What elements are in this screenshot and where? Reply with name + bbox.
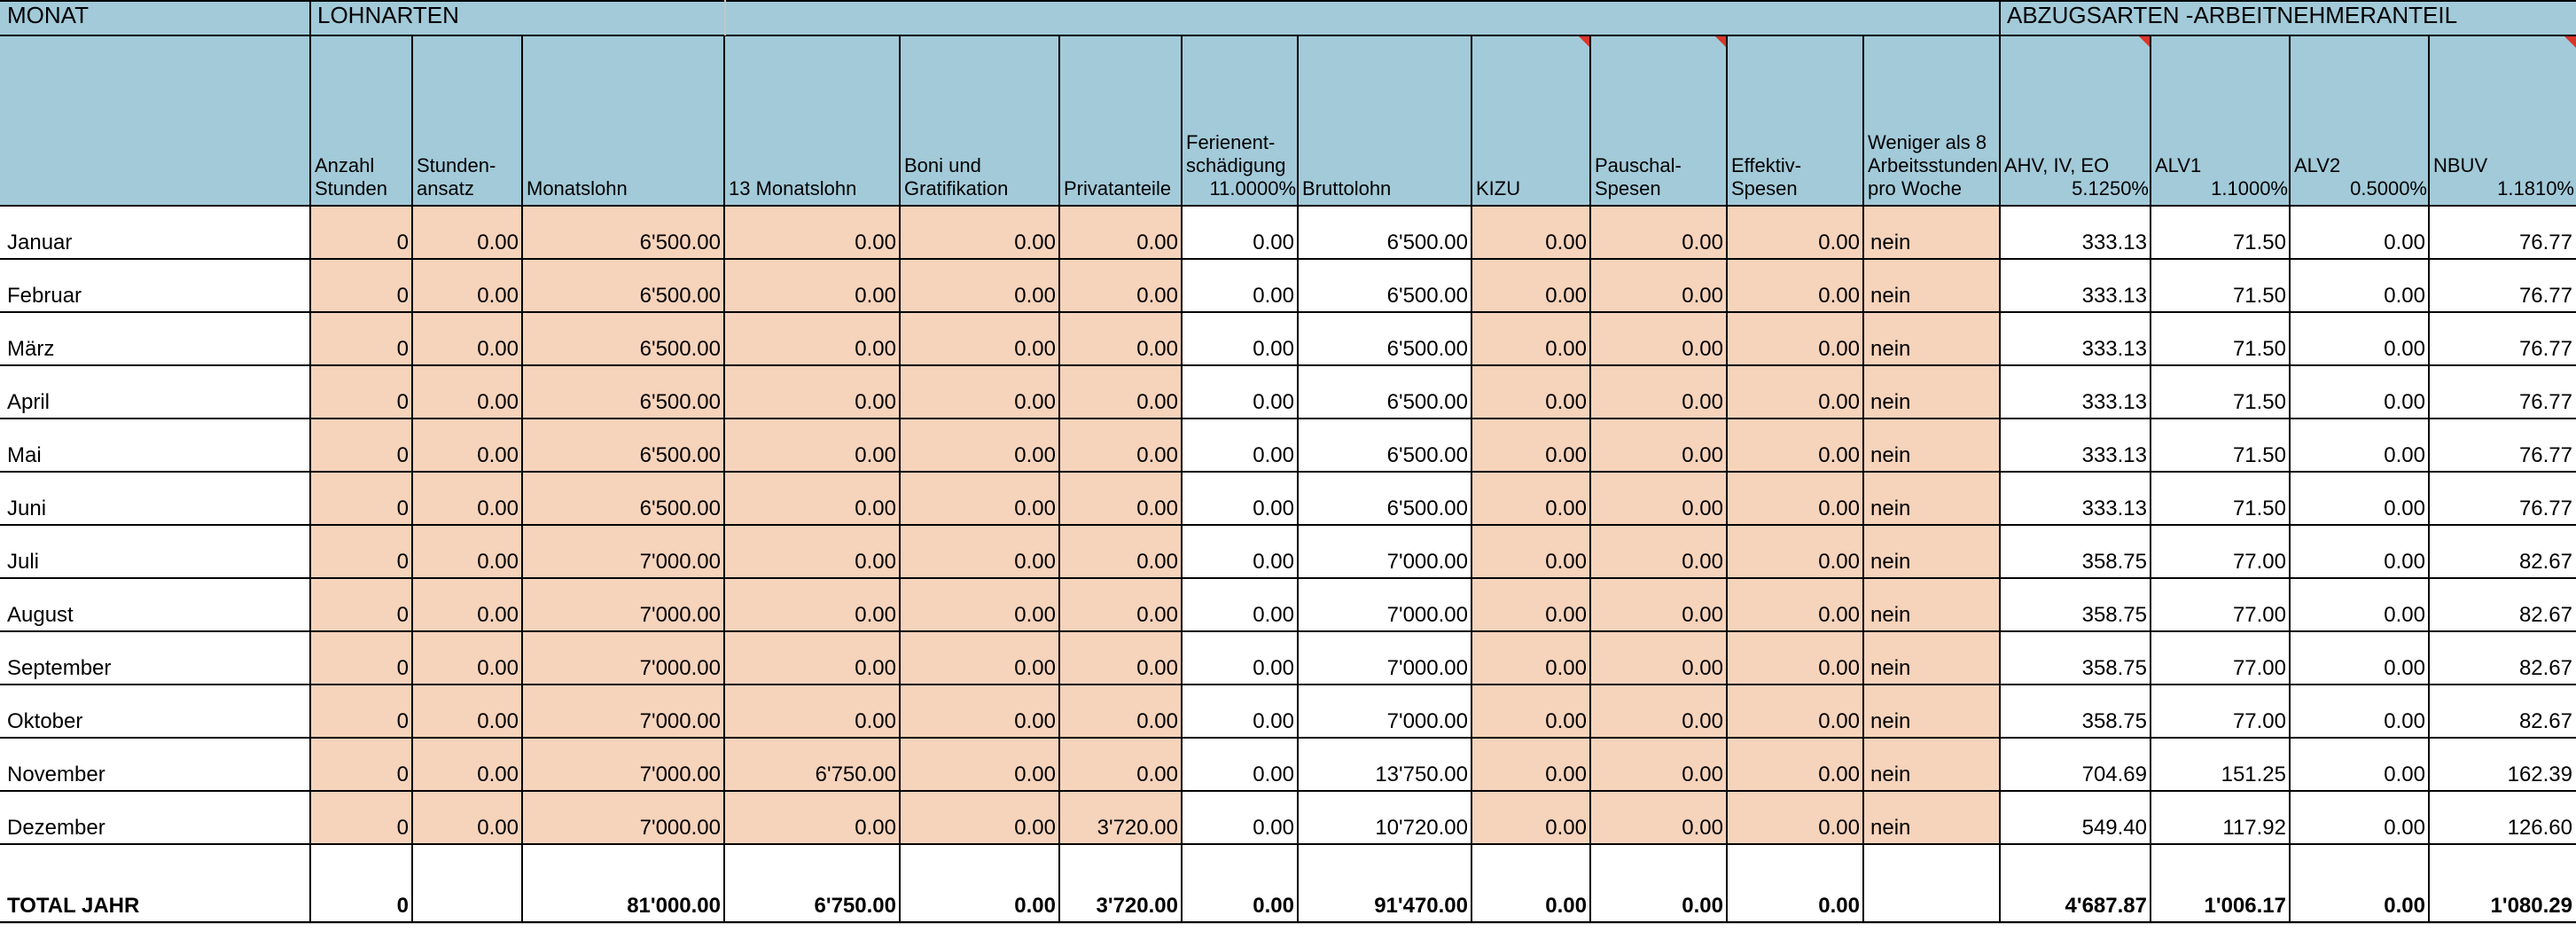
data-cell-m13[interactable]: 0.00 [724,259,900,312]
data-cell-weniger[interactable]: nein [1863,472,2000,525]
data-cell-kizu[interactable]: 0.00 [1471,259,1590,312]
data-cell-effektiv[interactable]: 0.00 [1727,259,1863,312]
data-cell-kizu[interactable]: 0.00 [1471,525,1590,578]
data-cell-alv2[interactable]: 0.00 [2384,603,2425,627]
data-cell-pauschal[interactable]: 0.00 [1590,206,1727,259]
data-cell-pauschal[interactable]: 0.00 [1590,472,1727,525]
grid-line [2428,35,2430,923]
total-cell-ahv[interactable]: 4'687.87 [2065,894,2147,918]
data-cell-m13[interactable]: 0.00 [724,419,900,472]
grid-line [2150,35,2151,923]
col-header-label: KIZU [1476,177,1521,200]
data-cell-kizu[interactable]: 0.00 [1471,738,1590,791]
data-cell-monatslohn[interactable]: 6'500.00 [522,312,724,365]
data-cell-pauschal[interactable]: 0.00 [1590,312,1727,365]
col-header-weniger[interactable] [1863,35,2000,206]
total-cell-monatslohn[interactable]: 81'000.00 [627,894,721,918]
grid-line [0,577,2576,579]
data-cell-nbuv[interactable]: 162.39 [2507,763,2572,786]
data-cell-effektiv[interactable]: 0.00 [1727,206,1863,259]
col-header-label: Boni und Gratifikation [904,154,1009,200]
grid-line [899,35,901,923]
data-cell-m13[interactable]: 6'750.00 [724,738,900,791]
data-cell-privat[interactable]: 0.00 [1059,419,1182,472]
data-cell-effektiv[interactable]: 0.00 [1727,419,1863,472]
data-cell-brutto[interactable]: 10'720.00 [1375,816,1468,840]
col-header-alv2[interactable] [2290,35,2429,206]
grid-line [1297,35,1299,923]
grid-line [1589,35,1591,923]
data-cell-alv1[interactable]: 71.50 [2232,390,2286,414]
data-cell-brutto[interactable]: 6'500.00 [1386,443,1468,467]
data-cell-alv1[interactable]: 151.25 [2221,763,2286,786]
total-cell-boni[interactable]: 0.00 [1014,894,1056,918]
col-header-ansatz[interactable] [412,35,522,206]
header-cell-monat-blank[interactable] [0,35,310,206]
data-cell-monatslohn[interactable]: 7'000.00 [522,791,724,844]
data-cell-alv1[interactable]: 71.50 [2232,337,2286,361]
data-cell-ansatz[interactable]: 0.00 [412,578,522,631]
col-header-label: AHV, IV, EO [2004,154,2110,176]
data-cell-ahv[interactable]: 333.13 [2081,337,2147,361]
data-cell-ansatz[interactable]: 0.00 [412,419,522,472]
data-cell-boni[interactable]: 0.00 [900,472,1059,525]
month-label-cell[interactable]: März [7,337,55,361]
data-cell-ferien[interactable]: 0.00 [1253,763,1294,786]
data-cell-ahv[interactable]: 358.75 [2081,603,2147,627]
col-header-ferien[interactable] [1182,35,1298,206]
total-cell-alv2[interactable]: 0.00 [2384,894,2425,918]
grid-line [0,790,2576,792]
grid-line [0,524,2576,526]
grid-line [0,311,2576,313]
data-cell-nbuv[interactable]: 76.77 [2518,443,2572,467]
col-header-pauschal[interactable] [1590,35,1727,206]
data-cell-ferien[interactable]: 0.00 [1253,603,1294,627]
data-cell-weniger[interactable]: nein [1863,206,2000,259]
grid-line [1999,0,2001,923]
group-header-monat[interactable]: MONAT [0,0,310,35]
data-cell-alv2[interactable]: 0.00 [2384,763,2425,786]
data-cell-ferien[interactable]: 0.00 [1253,443,1294,467]
data-cell-ferien[interactable]: 0.00 [1253,497,1294,520]
data-cell-weniger[interactable]: nein [1863,365,2000,419]
grid-line [1181,35,1183,923]
total-cell-m13[interactable]: 6'750.00 [814,894,896,918]
data-cell-alv1[interactable]: 77.00 [2232,709,2286,733]
col-header-label: Stunden-ansatz [417,154,496,200]
col-header-rate: 11.0000% [1209,177,1296,200]
data-cell-monatslohn[interactable]: 7'000.00 [522,631,724,685]
col-header-privat[interactable] [1059,35,1182,206]
data-cell-boni[interactable]: 0.00 [900,259,1059,312]
total-cell-alv1[interactable]: 1'006.17 [2204,894,2286,918]
grid-line [0,843,2576,845]
grid-line [0,923,2576,924]
data-cell-pauschal[interactable]: 0.00 [1590,365,1727,419]
total-cell-privat[interactable]: 3'720.00 [1096,894,1178,918]
data-cell-kizu[interactable]: 0.00 [1471,791,1590,844]
total-cell-ansatz[interactable] [412,844,522,922]
grid-line [309,0,311,923]
data-cell-ferien[interactable]: 0.00 [1253,656,1294,680]
col-header-label: Monatslohn [527,177,628,200]
col-header-m13[interactable] [724,35,900,206]
data-cell-brutto[interactable]: 6'500.00 [1386,390,1468,414]
month-label-cell[interactable]: September [7,656,112,680]
data-cell-brutto[interactable]: 6'500.00 [1386,231,1468,254]
data-cell-kizu[interactable]: 0.00 [1471,312,1590,365]
data-cell-privat[interactable]: 0.00 [1059,578,1182,631]
data-cell-alv1[interactable]: 71.50 [2232,443,2286,467]
data-cell-kizu[interactable]: 0.00 [1471,365,1590,419]
data-cell-nbuv[interactable]: 126.60 [2507,816,2572,840]
total-cell-weniger[interactable] [1863,844,2000,922]
grid-line [521,35,523,923]
data-cell-weniger[interactable]: nein [1863,791,2000,844]
data-cell-weniger[interactable]: nein [1863,631,2000,685]
data-cell-m13[interactable]: 0.00 [724,365,900,419]
grid-line [0,737,2576,739]
grid-line [0,258,2576,260]
comment-indicator-icon[interactable] [1714,35,1727,48]
col-header-kizu[interactable] [1471,35,1590,206]
data-cell-pauschal[interactable]: 0.00 [1590,525,1727,578]
data-cell-alv2[interactable]: 0.00 [2384,390,2425,414]
col-header-boni[interactable] [900,35,1059,206]
data-cell-anzahl[interactable]: 0 [310,206,412,259]
data-cell-privat[interactable]: 0.00 [1059,738,1182,791]
data-cell-ahv[interactable]: 549.40 [2081,816,2147,840]
data-cell-ferien[interactable]: 0.00 [1253,390,1294,414]
data-cell-privat[interactable]: 0.00 [1059,206,1182,259]
grid-line [2289,35,2291,923]
month-label-cell[interactable]: August [7,603,74,627]
data-cell-monatslohn[interactable]: 6'500.00 [522,365,724,419]
data-cell-privat[interactable]: 0.00 [1059,631,1182,685]
month-label-cell[interactable]: Juni [7,497,47,520]
data-cell-ansatz[interactable]: 0.00 [412,685,522,738]
data-cell-ansatz[interactable]: 0.00 [412,259,522,312]
data-cell-effektiv[interactable]: 0.00 [1727,685,1863,738]
col-header-label: ALV2 [2294,154,2341,176]
data-cell-alv1[interactable]: 77.00 [2232,550,2286,574]
data-cell-monatslohn[interactable]: 7'000.00 [522,685,724,738]
col-header-label: Bruttolohn [1302,177,1392,200]
data-cell-anzahl[interactable]: 0 [310,419,412,472]
data-cell-alv2[interactable]: 0.00 [2384,709,2425,733]
data-cell-ahv[interactable]: 333.13 [2081,390,2147,414]
data-cell-ahv[interactable]: 333.13 [2081,443,2147,467]
data-cell-ferien[interactable]: 0.00 [1253,337,1294,361]
data-cell-kizu[interactable]: 0.00 [1471,206,1590,259]
data-cell-ahv[interactable]: 333.13 [2081,497,2147,520]
grid-line [0,364,2576,366]
grid-line [0,630,2576,632]
col-header-label: ALV1 [2155,154,2202,176]
data-cell-anzahl[interactable]: 0 [310,472,412,525]
data-cell-weniger[interactable]: nein [1863,738,2000,791]
month-label-cell[interactable]: April [7,390,51,414]
data-cell-kizu[interactable]: 0.00 [1471,419,1590,472]
data-cell-nbuv[interactable]: 76.77 [2518,390,2572,414]
data-cell-privat[interactable]: 0.00 [1059,312,1182,365]
data-cell-brutto[interactable]: 7'000.00 [1386,709,1468,733]
grid-line [0,418,2576,419]
col-header-alv1[interactable] [2151,35,2290,206]
data-cell-weniger[interactable]: nein [1863,419,2000,472]
data-cell-alv2[interactable]: 0.00 [2384,337,2425,361]
col-header-label: Privatanteile [1064,177,1172,200]
data-cell-alv2[interactable]: 0.00 [2384,443,2425,467]
data-cell-m13[interactable]: 0.00 [724,525,900,578]
data-cell-anzahl[interactable]: 0 [310,312,412,365]
data-cell-ahv[interactable]: 358.75 [2081,656,2147,680]
data-cell-boni[interactable]: 0.00 [900,738,1059,791]
data-cell-monatslohn[interactable]: 6'500.00 [522,259,724,312]
data-cell-alv1[interactable]: 71.50 [2232,497,2286,520]
grid-line [0,0,2576,2]
col-header-label: Ferienent-schädigung [1186,131,1286,176]
data-cell-pauschal[interactable]: 0.00 [1590,738,1727,791]
grid-line [1058,35,1060,923]
data-cell-brutto[interactable]: 7'000.00 [1386,550,1468,574]
data-cell-anzahl[interactable]: 0 [310,578,412,631]
data-cell-monatslohn[interactable]: 7'000.00 [522,738,724,791]
data-cell-ansatz[interactable]: 0.00 [412,525,522,578]
data-cell-weniger[interactable]: nein [1863,525,2000,578]
data-cell-effektiv[interactable]: 0.00 [1727,525,1863,578]
data-cell-ansatz[interactable]: 0.00 [412,312,522,365]
data-cell-pauschal[interactable]: 0.00 [1590,791,1727,844]
data-cell-ansatz[interactable]: 0.00 [412,206,522,259]
data-cell-nbuv[interactable]: 76.77 [2518,231,2572,254]
grid-line [723,35,725,923]
grid-line [0,684,2576,685]
data-cell-monatslohn[interactable]: 7'000.00 [522,578,724,631]
data-cell-privat[interactable]: 0.00 [1059,472,1182,525]
data-cell-brutto[interactable]: 6'500.00 [1386,337,1468,361]
data-cell-ahv[interactable]: 704.69 [2081,763,2147,786]
data-cell-alv2[interactable]: 0.00 [2384,656,2425,680]
total-cell-anzahl[interactable]: 0 [396,894,409,918]
data-cell-alv2[interactable]: 0.00 [2384,550,2425,574]
data-cell-monatslohn[interactable]: 6'500.00 [522,419,724,472]
grid-line [1471,35,1472,923]
col-header-label: Effektiv-Spesen [1731,154,1802,200]
col-header-rate: 1.1810% [2497,177,2574,200]
data-cell-nbuv[interactable]: 76.77 [2518,337,2572,361]
data-cell-effektiv[interactable]: 0.00 [1727,791,1863,844]
data-cell-boni[interactable]: 0.00 [900,791,1059,844]
total-cell-effektiv[interactable]: 0.00 [1818,894,1860,918]
total-cell-ferien[interactable]: 0.00 [1253,894,1294,918]
col-header-ahv[interactable] [2000,35,2151,206]
data-cell-privat[interactable]: 0.00 [1059,365,1182,419]
data-cell-pauschal[interactable]: 0.00 [1590,419,1727,472]
data-cell-effektiv[interactable]: 0.00 [1727,631,1863,685]
data-cell-privat[interactable]: 0.00 [1059,685,1182,738]
total-row-label[interactable]: TOTAL JAHR [7,894,140,918]
col-header-monatslohn[interactable] [522,35,724,206]
data-cell-anzahl[interactable]: 0 [310,365,412,419]
data-cell-anzahl[interactable]: 0 [310,631,412,685]
total-cell-nbuv[interactable]: 1'080.29 [2490,894,2572,918]
month-label-cell[interactable]: November [7,763,105,786]
data-cell-anzahl[interactable]: 0 [310,259,412,312]
group-header-lohnarten[interactable]: LOHNARTEN [310,0,2000,35]
data-cell-brutto[interactable]: 6'500.00 [1386,284,1468,308]
data-cell-ansatz[interactable]: 0.00 [412,631,522,685]
data-cell-alv2[interactable]: 0.00 [2384,231,2425,254]
data-cell-boni[interactable]: 0.00 [900,312,1059,365]
data-cell-anzahl[interactable]: 0 [310,791,412,844]
data-cell-ansatz[interactable]: 0.00 [412,365,522,419]
data-cell-alv1[interactable]: 71.50 [2232,231,2286,254]
data-cell-boni[interactable]: 0.00 [900,631,1059,685]
data-cell-alv1[interactable]: 77.00 [2232,603,2286,627]
data-cell-m13[interactable]: 0.00 [724,791,900,844]
data-cell-effektiv[interactable]: 0.00 [1727,472,1863,525]
comment-indicator-icon[interactable] [1578,35,1590,48]
comment-indicator-icon[interactable] [2138,35,2151,48]
data-cell-ferien[interactable]: 0.00 [1253,284,1294,308]
data-cell-m13[interactable]: 0.00 [724,472,900,525]
col-header-brutto[interactable] [1298,35,1471,206]
data-cell-monatslohn[interactable]: 7'000.00 [522,525,724,578]
data-cell-nbuv[interactable]: 82.67 [2518,550,2572,574]
data-cell-ansatz[interactable]: 0.00 [412,738,522,791]
data-cell-alv1[interactable]: 71.50 [2232,284,2286,308]
data-cell-alv2[interactable]: 0.00 [2384,497,2425,520]
data-cell-kizu[interactable]: 0.00 [1471,472,1590,525]
data-cell-pauschal[interactable]: 0.00 [1590,259,1727,312]
data-cell-ahv[interactable]: 358.75 [2081,709,2147,733]
data-cell-effektiv[interactable]: 0.00 [1727,365,1863,419]
data-cell-brutto[interactable]: 13'750.00 [1375,763,1468,786]
data-cell-anzahl[interactable]: 0 [310,685,412,738]
grid-line [0,471,2576,473]
total-cell-brutto[interactable]: 91'470.00 [1374,894,1468,918]
data-cell-monatslohn[interactable]: 6'500.00 [522,472,724,525]
data-cell-pauschal[interactable]: 0.00 [1590,578,1727,631]
data-cell-weniger[interactable]: nein [1863,312,2000,365]
data-cell-alv2[interactable]: 0.00 [2384,816,2425,840]
data-cell-boni[interactable]: 0.00 [900,365,1059,419]
comment-indicator-icon[interactable] [2564,35,2576,48]
data-cell-effektiv[interactable]: 0.00 [1727,578,1863,631]
data-cell-effektiv[interactable]: 0.00 [1727,738,1863,791]
data-cell-brutto[interactable]: 7'000.00 [1386,603,1468,627]
data-cell-ahv[interactable]: 333.13 [2081,284,2147,308]
grid-line [411,35,413,923]
data-cell-kizu[interactable]: 0.00 [1471,631,1590,685]
data-cell-m13[interactable]: 0.00 [724,631,900,685]
data-cell-ahv[interactable]: 358.75 [2081,550,2147,574]
data-cell-anzahl[interactable]: 0 [310,738,412,791]
grid-line [0,205,2576,207]
data-cell-boni[interactable]: 0.00 [900,419,1059,472]
data-cell-boni[interactable]: 0.00 [900,206,1059,259]
data-cell-nbuv[interactable]: 76.77 [2518,497,2572,520]
month-label-cell[interactable]: Juli [7,550,40,574]
data-cell-boni[interactable]: 0.00 [900,685,1059,738]
data-cell-weniger[interactable]: nein [1863,259,2000,312]
data-cell-ferien[interactable]: 0.00 [1253,550,1294,574]
data-cell-monatslohn[interactable]: 6'500.00 [522,206,724,259]
data-cell-alv2[interactable]: 0.00 [2384,284,2425,308]
total-cell-pauschal[interactable]: 0.00 [1682,894,1723,918]
data-cell-ferien[interactable]: 0.00 [1253,231,1294,254]
data-cell-privat[interactable]: 0.00 [1059,525,1182,578]
data-cell-nbuv[interactable]: 82.67 [2518,603,2572,627]
data-cell-pauschal[interactable]: 0.00 [1590,631,1727,685]
month-label-cell[interactable]: Oktober [7,709,83,733]
data-cell-nbuv[interactable]: 82.67 [2518,656,2572,680]
data-cell-alv1[interactable]: 77.00 [2232,656,2286,680]
grid-line [1726,35,1728,923]
data-cell-weniger[interactable]: nein [1863,685,2000,738]
data-cell-alv1[interactable]: 117.92 [2222,816,2286,840]
grid-line [1862,35,1864,923]
data-cell-brutto[interactable]: 6'500.00 [1386,497,1468,520]
col-header-label: Weniger als 8 Arbeitsstunden pro Woche [1868,131,1998,200]
data-cell-kizu[interactable]: 0.00 [1471,578,1590,631]
data-cell-privat[interactable]: 0.00 [1059,259,1182,312]
month-label-cell[interactable]: Januar [7,231,73,254]
data-cell-ferien[interactable]: 0.00 [1253,816,1294,840]
data-cell-ahv[interactable]: 333.13 [2081,231,2147,254]
col-header-label: Anzahl Stunden [315,154,387,200]
col-header-label: 13 Monatslohn [729,177,857,200]
data-cell-anzahl[interactable]: 0 [310,525,412,578]
col-header-anzahl[interactable] [310,35,412,206]
data-cell-nbuv[interactable]: 82.67 [2518,709,2572,733]
data-cell-weniger[interactable]: nein [1863,578,2000,631]
data-cell-boni[interactable]: 0.00 [900,578,1059,631]
data-cell-ansatz[interactable]: 0.00 [412,472,522,525]
col-header-label: NBUV [2433,154,2488,176]
data-cell-m13[interactable]: 0.00 [724,206,900,259]
month-label-cell[interactable]: Februar [7,284,82,308]
col-header-rate: 0.5000% [2350,177,2427,200]
data-cell-m13[interactable]: 0.00 [724,685,900,738]
data-cell-boni[interactable]: 0.00 [900,525,1059,578]
col-header-label: Pauschal-Spesen [1595,154,1682,200]
data-cell-kizu[interactable]: 0.00 [1471,685,1590,738]
col-header-nbuv[interactable] [2429,35,2576,206]
data-cell-m13[interactable]: 0.00 [724,312,900,365]
data-cell-effektiv[interactable]: 0.00 [1727,312,1863,365]
data-cell-ansatz[interactable]: 0.00 [412,791,522,844]
data-cell-brutto[interactable]: 7'000.00 [1386,656,1468,680]
total-cell-kizu[interactable]: 0.00 [1545,894,1587,918]
grid-line [0,35,2576,36]
col-header-rate: 5.1250% [2072,177,2149,200]
col-header-rate: 1.1000% [2211,177,2288,200]
data-cell-pauschal[interactable]: 0.00 [1590,685,1727,738]
col-header-effektiv[interactable] [1727,35,1863,206]
data-cell-ferien[interactable]: 0.00 [1253,709,1294,733]
data-cell-nbuv[interactable]: 76.77 [2518,284,2572,308]
grid-line [724,0,726,35]
group-header-abzugsarten[interactable]: ABZUGSARTEN -ARBEITNEHMERANTEIL [2000,0,2576,35]
month-label-cell[interactable]: Dezember [7,816,105,840]
data-cell-m13[interactable]: 0.00 [724,578,900,631]
data-cell-privat[interactable]: 3'720.00 [1059,791,1182,844]
month-label-cell[interactable]: Mai [7,443,42,467]
